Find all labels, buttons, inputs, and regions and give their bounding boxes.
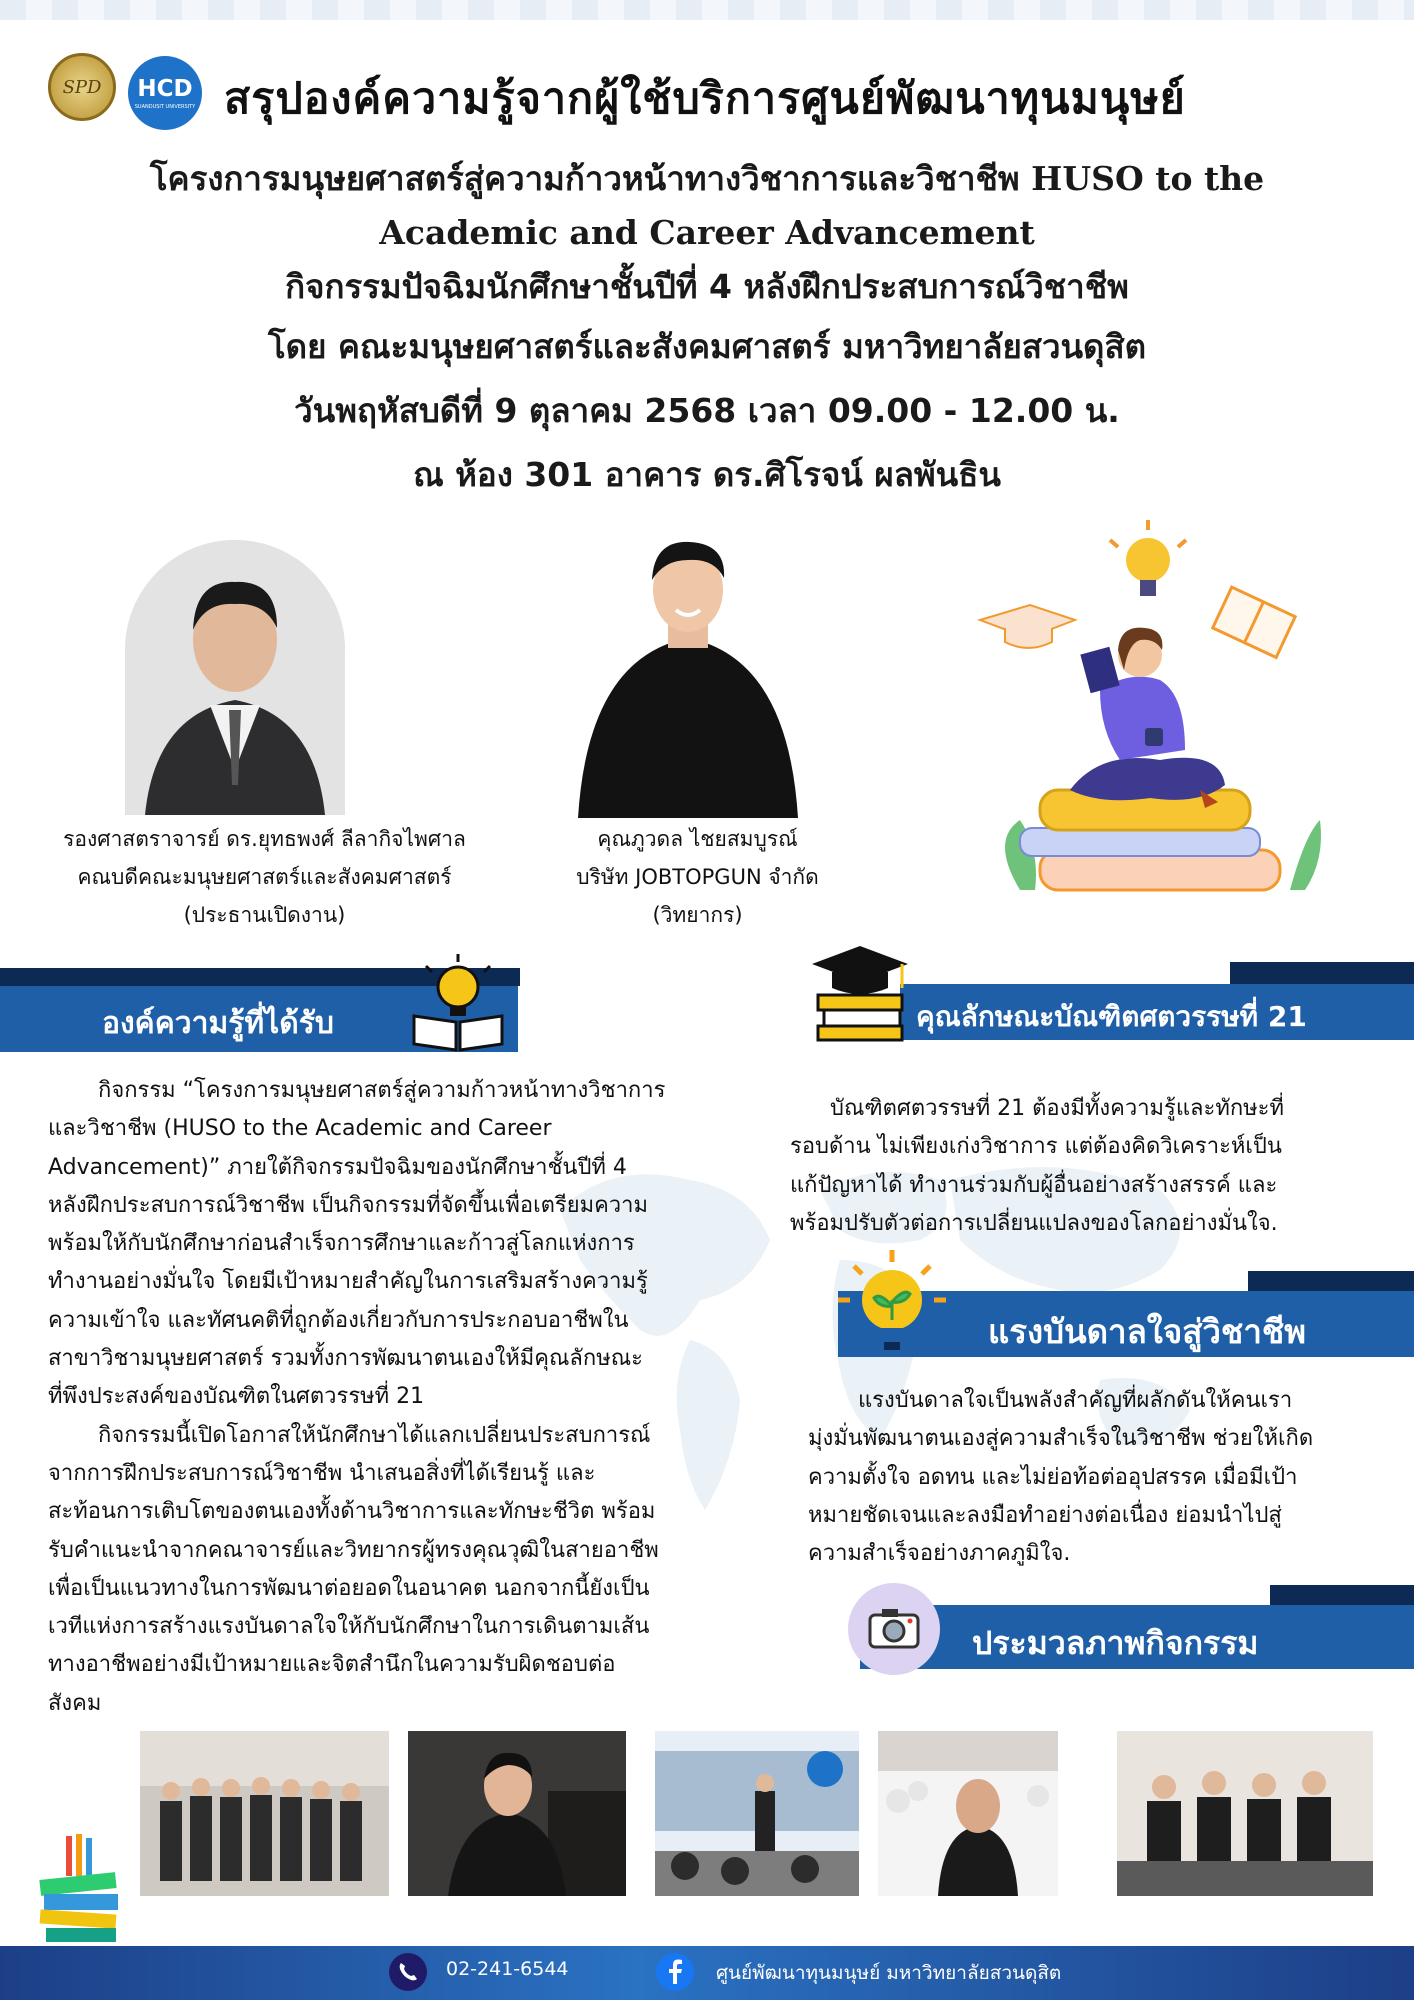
body-line: ทำงานอย่างมั่นใจ โดยมีเป้าหมายสำคัญในการเสริมสร้างความรู้ (48, 1269, 648, 1295)
graduation-cap-icon (980, 605, 1075, 648)
event-location: ณ ห้อง 301 อาคาร ดร.ศิโรจน์ ผลพันธิน (413, 455, 1001, 494)
body-line: แรงบันดาลใจเป็นพลังสำคัญที่ผลักดันให้คนเรา (858, 1388, 1293, 1413)
speaker-name: รองศาสตราจารย์ ดร.ยุทธพงศ์ ลีลากิจไพศาล (63, 827, 466, 851)
university-logo (48, 53, 116, 121)
section-heading: องค์ความรู้ที่ได้รับ (102, 1006, 334, 1041)
event-organizer: โดย คณะมนุษยศาสตร์และสังคมศาสตร์ มหาวิทยาลัยสวนดุสิต (267, 327, 1147, 366)
body-line: เวทีแห่งการสร้างแรงบันดาลใจให้กับนักศึกษาในการเดินตามเส้น (48, 1614, 650, 1640)
body-line: กิจกรรม “โครงการมนุษยศาสตร์สู่ความก้าวหน้าทางวิชาการ (98, 1078, 666, 1103)
event-activity: กิจกรรมปัจฉิมนักศึกษาชั้นปีที่ 4 หลังฝึกประสบการณ์วิชาชีพ (285, 267, 1129, 306)
section-bar-accent (1270, 1585, 1414, 1605)
section-heading: แรงบันดาลใจสู่วิชาชีพ (988, 1312, 1306, 1351)
hcd-logo-text: HCD (137, 76, 193, 102)
speaker-name: คุณภูวดล ไชยสมบูรณ์ (597, 827, 798, 851)
hcd-logo-subtext: SUANDUSIT UNIVERSITY (134, 104, 196, 110)
inspiration-body (808, 1382, 1408, 1573)
section-header-graduate (900, 984, 1414, 1040)
section-header-gallery (860, 1605, 1414, 1669)
footer-bar (0, 1946, 1414, 2000)
body-line: ทางอาชีพอย่างมีเป้าหมายและจิตสำนึกในความรับผิดชอบต่อ (48, 1652, 616, 1678)
body-line: ความเข้าใจ และทัศนคติที่ถูกต้องเกี่ยวกับการประกอบอาชีพใน (48, 1307, 629, 1333)
footer-phone[interactable]: 02-241-6544 (446, 1958, 569, 1980)
section-bar-accent (1230, 962, 1414, 984)
body-line: ที่พึงประสงค์ของบัณฑิตในศตวรรษที่ 21 (48, 1384, 425, 1410)
body-line: จากการฝึกประสบการณ์วิชาชีพ นำเสนอสิ่งที่ได้เรียนรู้ และ (48, 1460, 596, 1486)
body-line: รอบด้าน ไม่เพียงเก่งวิชาการ แต่ต้องคิดวิเคราะห์เป็น (790, 1134, 1282, 1160)
gallery-photo-audience (878, 1731, 1058, 1896)
gallery-photo-group (140, 1731, 389, 1896)
body-line: สะท้อนการเติบโตของตนเองทั้งด้านวิชาการและทักษะชีวิต พร้อม (48, 1499, 656, 1525)
idea-book-icon (408, 952, 508, 1052)
event-project-line2: Academic and Career Advancement (379, 213, 1035, 252)
lightbulb-icon (1110, 520, 1186, 596)
body-line: แก้ปัญหาได้ ทำงานร่วมกับผู้อื่นอย่างสร้างสรรค์ และ (790, 1172, 1278, 1198)
body-line: ความสำเร็จอย่างภาคภูมิใจ. (808, 1541, 1071, 1567)
body-line: มุ่งมั่นพัฒนาตนเองสู่ความสำเร็จในวิชาชีพ ช่วยให้เกิด (808, 1426, 1314, 1452)
sprout-lightbulb-icon (836, 1248, 948, 1358)
graduate-body (790, 1090, 1390, 1243)
gallery-photo-speaker (408, 1731, 626, 1896)
section-heading: ประมวลภาพกิจกรรม (972, 1624, 1259, 1662)
body-line: Advancement)” ภายใต้กิจกรรมปัจฉิมของนักศึกษาชั้นปีที่ 4 (48, 1154, 627, 1180)
top-border-pattern (0, 0, 1414, 20)
university-logo-text: SPD (62, 76, 102, 98)
event-project-line1: โครงการมนุษยศาสตร์สู่ความก้าวหน้าทางวิชาการและวิชาชีพ HUSO to the (149, 159, 1265, 198)
footer-facebook-page[interactable]: ศูนย์พัฒนาทุนมนุษย์ มหาวิทยาลัยสวนดุสิต (716, 1962, 1062, 1984)
body-line: หมายชัดเจนและลงมือทำอย่างต่อเนื่อง ย่อมนำไปสู่ (808, 1502, 1282, 1528)
gallery-photo-stage (655, 1731, 859, 1896)
section-heading: คุณลักษณะบัณฑิตศตวรรษที่ 21 (916, 1000, 1307, 1033)
body-line: บัณฑิตศตวรรษที่ 21 ต้องมีทั้งความรู้และทักษะที่ (830, 1096, 1284, 1121)
speaker-role: (วิทยากร) (652, 903, 743, 927)
reading-student-illustration (960, 520, 1340, 895)
page-title: สรุปองค์ความรู้จากผู้ใช้บริการศูนย์พัฒนาทุนมนุษย์ (224, 74, 1186, 124)
speaker-caption-dean (22, 820, 507, 934)
speaker-photo-dean (125, 540, 345, 815)
body-line: เพื่อเป็นแนวทางในการพัฒนาต่อยอดในอนาคต นอกจากนี้ยังเป็น (48, 1575, 650, 1601)
speaker-role: (ประธานเปิดงาน) (183, 903, 346, 927)
facebook-icon (655, 1952, 695, 1992)
phone-icon (388, 1952, 428, 1992)
hcd-logo (128, 56, 202, 130)
event-datetime: วันพฤหัสบดีที่ 9 ตุลาคม 2568 เวลา 09.00 - 12.00 น. (294, 391, 1120, 430)
body-line: ความตั้งใจ อดทน และไม่ย่อท้อต่ออุปสรรค เมื่อมีเป้า (808, 1464, 1298, 1490)
knowledge-body (48, 1072, 753, 1723)
graduation-books-icon (810, 940, 910, 1050)
body-line: สังคม (48, 1690, 102, 1716)
body-line: สาขาวิชามนุษยศาสตร์ รวมทั้งการพัฒนาตนเองให้มีคุณลักษณะ (48, 1346, 643, 1372)
section-bar-accent (1248, 1271, 1414, 1291)
speaker-caption-guest (520, 820, 875, 934)
speaker-position: คณบดีคณะมนุษยศาสตร์และสังคมศาสตร์ (77, 865, 452, 889)
camera-icon (848, 1583, 940, 1675)
body-line: หลังฝึกประสบการณ์วิชาชีพ เป็นกิจกรรมที่จัดขึ้นเพื่อเตรียมความ (48, 1192, 649, 1218)
body-line: กิจกรรมนี้เปิดโอกาสให้นักศึกษาได้แลกเปลี่ยนประสบการณ์ (98, 1422, 651, 1448)
books-pencils-icon (36, 1832, 122, 1944)
body-line: พร้อมให้กับนักศึกษาก่อนสำเร็จการศึกษาและก้าวสู่โลกแห่งการ (48, 1231, 635, 1257)
open-book-icon (1213, 587, 1295, 657)
speaker-position: บริษัท JOBTOPGUN จำกัด (576, 865, 819, 889)
body-line: พร้อมปรับตัวต่อการเปลี่ยนแปลงของโลกอย่างมั่นใจ. (790, 1210, 1278, 1236)
body-line: และวิชาชีพ (HUSO to the Academic and Career (48, 1116, 552, 1142)
gallery-photo-panel (1117, 1731, 1373, 1896)
body-line: รับคำแนะนำจากคณาจารย์และวิทยากรผู้ทรงคุณวุฒิในสายอาชีพ (48, 1537, 659, 1563)
speaker-photo-guest (568, 528, 808, 818)
